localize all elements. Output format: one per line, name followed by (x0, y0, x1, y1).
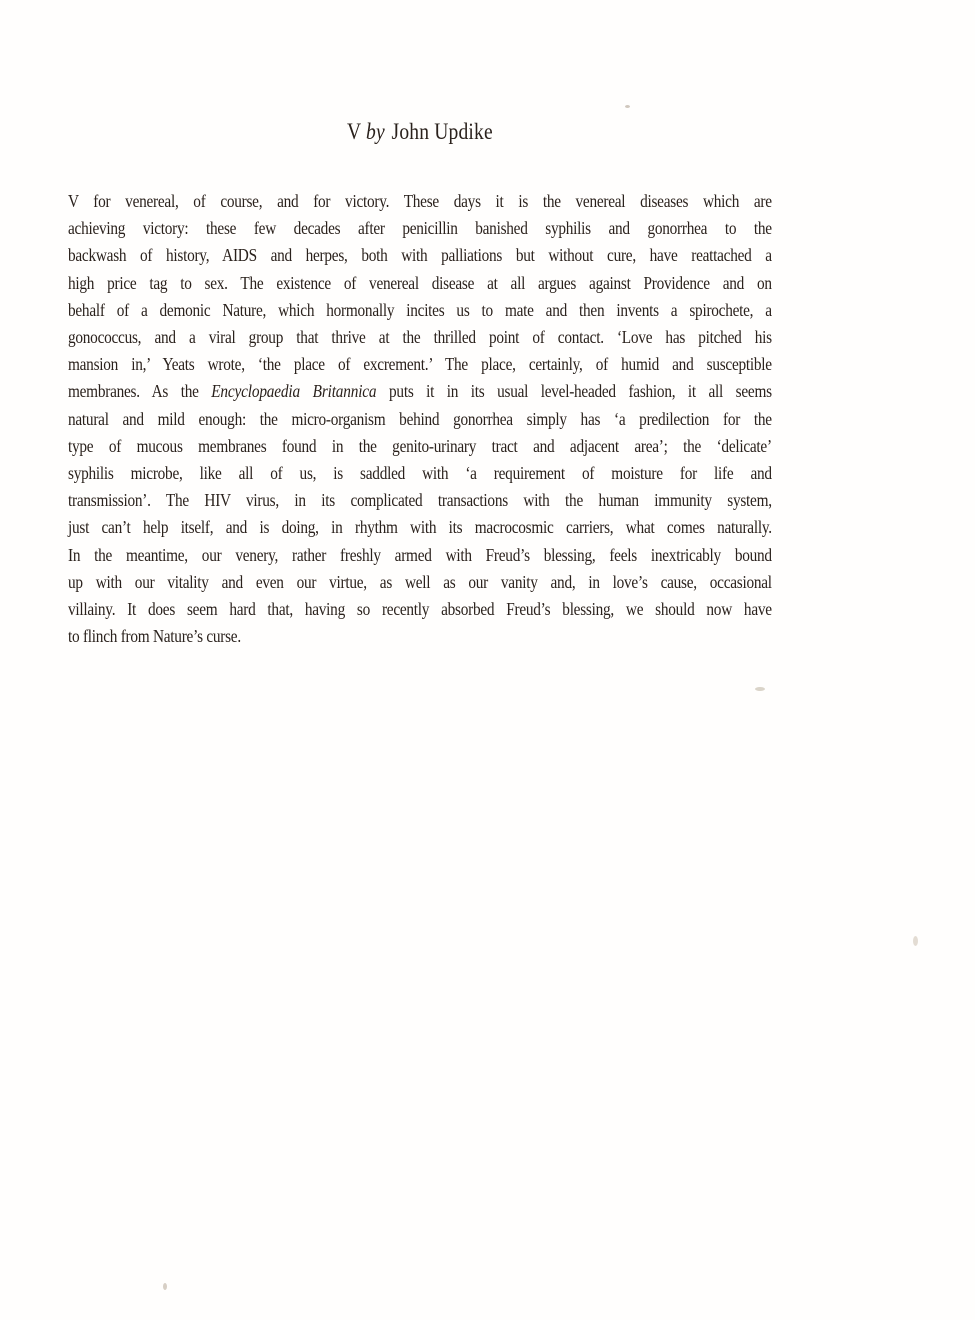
scan-speck (625, 105, 630, 108)
title-author: John Updike (386, 119, 493, 144)
text-segment: mansion in,’ Yeats wrote, ‘the place of excrement.’ The place, certainly, of humid and susceptible (68, 354, 772, 375)
text-segment: villainy. It does seem hard that, having so recently absorbed Freud’s blessing, we should now have (68, 599, 772, 620)
paragraph-line (68, 460, 772, 487)
paragraph-line (68, 596, 772, 623)
paragraph-line (68, 378, 772, 405)
text-segment: backwash of history, AIDS and herpes, both with palliations but without cure, have reattached a (68, 245, 772, 266)
paragraph-line (68, 406, 772, 433)
paragraph-line (68, 215, 772, 242)
text-segment: puts it in its usual level-headed fashion, it all seems (376, 381, 772, 402)
text-segment: behalf of a demonic Nature, which hormonally incites us to mate and then invents a spirochete, a (68, 299, 772, 320)
title-letter: V (346, 119, 367, 144)
paragraph-line (68, 542, 772, 569)
text-segment: achieving victory: these few decades after penicillin banished syphilis and gonorrhea to the (68, 218, 772, 239)
text-segment: up with our vitality and even our virtue, as well as our vanity and, in love’s cause, occasional (68, 571, 772, 592)
text-segment: gonococcus, and a viral group that thrive at the thrilled point of contact. ‘Love has pitched his (68, 327, 772, 348)
text-segment: just can’t help itself, and is doing, in rhythm with its macrocosmic carriers, what comes naturally. (68, 517, 772, 538)
text-segment: transmission’. The HIV virus, in its complicated transactions with the human immunity system, (68, 490, 772, 511)
text-segment: type of mucous membranes found in the genito-urinary tract and adjacent area’; the ‘delicate’ (68, 435, 772, 456)
text-segment: syphilis microbe, like all of us, is saddled with ‘a requirement of moisture for life and (68, 463, 772, 484)
text-segment: high price tag to sex. The existence of venereal disease at all argues against Providence and on (68, 272, 772, 293)
text-segment: In the meantime, our venery, rather freshly armed with Freud’s blessing, feels inextricably bound (68, 544, 772, 565)
paragraph-line (68, 569, 772, 596)
scan-speck (913, 936, 918, 946)
paragraph-line (68, 623, 772, 650)
paragraph-line (68, 242, 772, 269)
paragraph-line (68, 324, 772, 351)
text-segment: natural and mild enough: the micro-organism behind gonorrhea simply has ‘a predilection for the (68, 408, 772, 429)
paragraph-line (68, 433, 772, 460)
paragraph-line (68, 351, 772, 378)
text-segment: V for venereal, of course, and for victory. These days it is the venereal diseases which are (68, 191, 772, 211)
text-block (68, 118, 772, 650)
scan-speck (755, 687, 765, 691)
text-segment: to flinch from Nature’s curse. (68, 626, 241, 647)
title-by: by (366, 119, 385, 144)
italic-text: Encyclopaedia Britannica (211, 381, 377, 402)
paragraph-line (68, 188, 772, 215)
body-paragraph (68, 188, 772, 650)
page-title (68, 118, 772, 146)
paragraph-line (68, 270, 772, 297)
scan-speck (163, 1283, 167, 1290)
paragraph-line (68, 487, 772, 514)
paragraph-line (68, 297, 772, 324)
paragraph-line (68, 514, 772, 541)
text-segment: membranes. As the (68, 381, 212, 402)
